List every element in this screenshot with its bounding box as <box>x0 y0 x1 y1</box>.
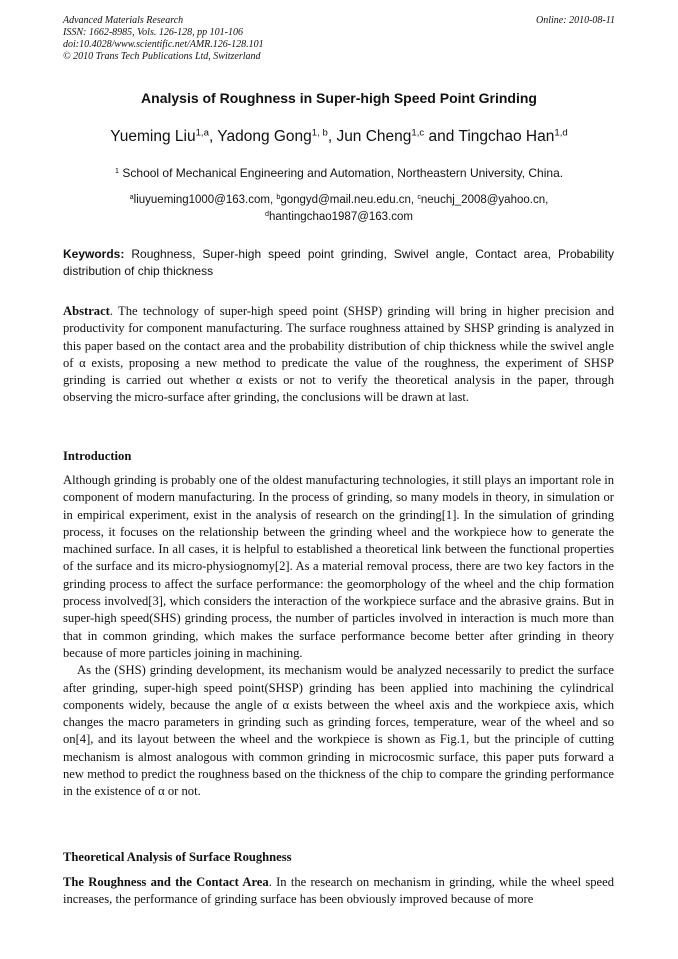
author-affiliation-mark: 1,c <box>411 127 425 139</box>
abstract-label: Abstract <box>63 304 110 318</box>
introduction-heading: Introduction <box>63 449 132 463</box>
doi-line: doi:10.4028/www.scientific.net/AMR.126-128.101 <box>63 39 264 50</box>
author-name: Jun Cheng <box>336 128 412 145</box>
keywords-block <box>63 246 614 280</box>
theory-body <box>63 874 614 909</box>
email-mark: c <box>417 193 421 202</box>
affiliation-text: School of Mechanical Engineering and Automation, Northeastern University, China. <box>122 166 564 180</box>
author-separator: and <box>424 128 459 145</box>
journal-name: Advanced Materials Research <box>63 15 184 26</box>
email-mark: d <box>265 210 269 219</box>
author-affiliation-mark: 1,a <box>195 127 209 139</box>
theory-heading: Theoretical Analysis of Surface Roughness <box>63 850 292 864</box>
journal-header <box>63 15 264 63</box>
abstract-text: . The technology of super-high speed point (SHSP) grinding will bring in higher precision and productivity for component manufacturing. The surface roughness attained by SHSP grinding is analyzed in this paper based on the contact area and the probability distribution of chip thickness while the swivel angle of α exists, proposing a new method to predicate the value of the roughness, the experiment of SHSP grinding is carried out whether α exists or not to verify the theoretical analysis in the paper, through observing the micro-surface after grinding, the conclusions will be drawn at last. <box>63 304 614 405</box>
email-list <box>0 192 678 226</box>
theory-text: . In the research on mechanism in grinding, while the wheel speed increases, the performance of grinding surface has been obviously improved because of more <box>63 875 614 907</box>
author-affiliation-mark: 1,d <box>554 127 568 139</box>
affiliation-mark: 1 <box>114 165 120 175</box>
online-date: Online: 2010-08-11 <box>536 15 615 26</box>
keywords-label: Keywords: <box>63 247 125 261</box>
author-name: Tingchao Han <box>458 128 555 145</box>
introduction-body <box>63 472 614 801</box>
abstract-block <box>63 303 614 407</box>
author-separator: , <box>327 128 337 145</box>
affiliation <box>0 166 678 180</box>
introduction-paragraph-1: Although grinding is probably one of the oldest manufacturing technologies, it still plays an important role in component of modern manufacturing. In the process of grinding, so many models in theory, in simulation or in empirical experiment, exist in the analysis of research on the grinding[1]. In the simulation of grinding process, it focuses on the relationship between the grinding wheel and the workpiece how to generate the machined surface. In all cases, it is helpful to established a theoretical link between the functional properties of the surface and its micro-physiognomy[2]. As a material removal process, there are two key factors in the grinding process to affect the surface performance: the geomorphology of the wheel and the chip formation process involved[3], which considers the interaction of the workpiece surface and the abrasive grains. But in super-high speed(SHS) grinding process, the number of particles involved in interaction is much more than that in common grinding, which makes the surface performance become better after grinding in theory because of more particles joining in machining. <box>63 473 614 660</box>
paper-title: Analysis of Roughness in Super-high Speed Point Grinding <box>141 90 537 106</box>
author-separator: , <box>208 128 218 145</box>
email-mark: a <box>129 193 134 202</box>
issn-line: ISSN: 1662-8985, Vols. 126-128, pp 101-106 <box>63 27 243 38</box>
introduction-paragraph-2: As the (SHS) grinding development, its mechanism would be analyzed necessarily to predict the surface after grinding, super-high speed point(SHSP) grinding has been applied into machining the cylindrical components widely, because the angle of α exists between the wheel axis and the workpiece axis, which changes the macro parameters in grinding such as grinding forces, temperature, wear of the wheel and so on[4], and its layout between the wheel and the workpiece is shown as Fig.1, but the principle of cutting mechanism is almost analogous with common grinding in microcosmic surface, this paper puts forward a new method to predict the roughness based on the thickness of the chip to compare the grinding performance in the existence of α or not. <box>63 663 614 799</box>
author-affiliation-mark: 1, b <box>311 127 328 139</box>
email-address: gongyd@mail.neu.edu.cn, <box>280 194 418 206</box>
author-name: Yueming Liu <box>110 128 196 145</box>
email-address: neuchj_2008@yahoo.cn, <box>420 194 549 206</box>
keywords-text: Roughness, Super-high speed point grinding, Swivel angle, Contact area, Probability distribution of chip thickness <box>63 247 614 278</box>
author-name: Yadong Gong <box>217 128 312 145</box>
email-address: liuyueming1000@163.com, <box>133 194 277 206</box>
email-address: hantingchao1987@163.com <box>268 211 413 223</box>
email-mark: b <box>276 193 281 202</box>
author-list <box>0 128 678 146</box>
copyright-line: © 2010 Trans Tech Publications Ltd, Switzerland <box>63 51 261 62</box>
theory-subheading: The Roughness and the Contact Area <box>63 875 269 889</box>
